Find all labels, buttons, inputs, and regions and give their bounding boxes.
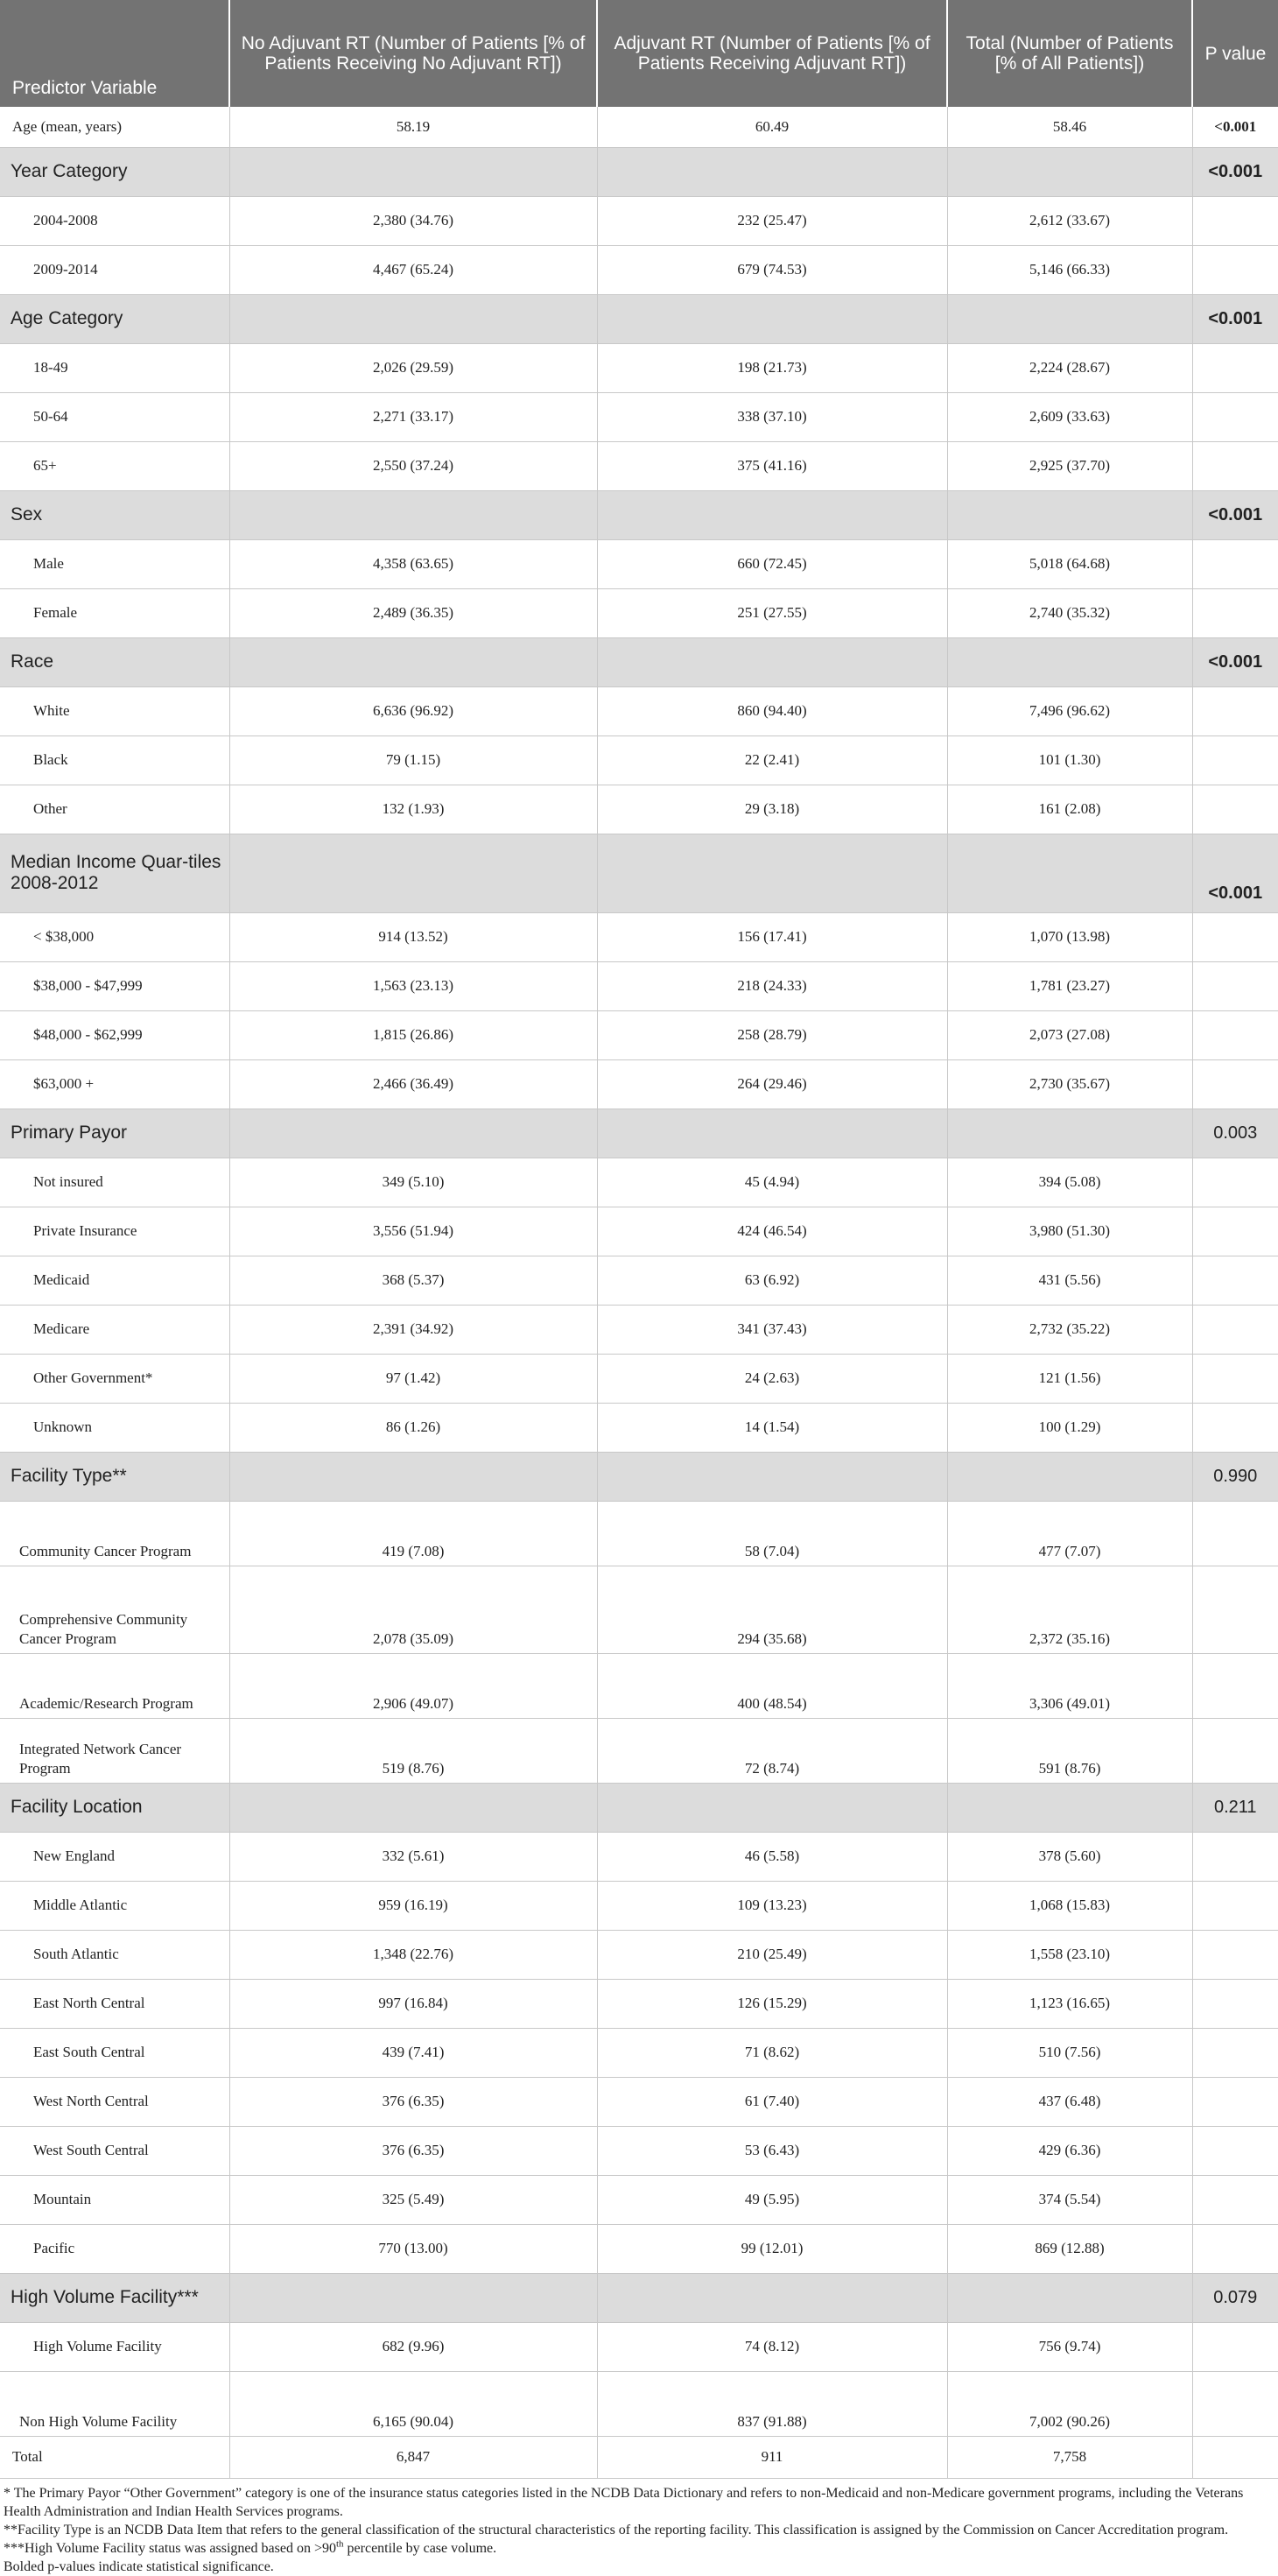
footnotes — [0, 2479, 1278, 2576]
footnote-high-volume — [4, 2539, 1274, 2558]
cell-total: 477 (7.07) — [947, 1501, 1192, 1566]
cell-no-adjuvant-rt: 519 (8.76) — [229, 1718, 597, 1783]
cell-adjuvant-rt: 72 (8.74) — [597, 1718, 947, 1783]
row-label: Unknown — [0, 1403, 229, 1452]
row-label: Facility Location — [0, 1783, 229, 1832]
table-row — [0, 1305, 1278, 1354]
cell-adjuvant-rt: 338 (37.10) — [597, 392, 947, 441]
cell-no-adjuvant-rt: 349 (5.10) — [229, 1158, 597, 1207]
empty-cell — [229, 834, 597, 912]
empty-cell — [947, 1109, 1192, 1158]
empty-cell — [229, 490, 597, 539]
table-row — [0, 1653, 1278, 1718]
cell-total: 101 (1.30) — [947, 735, 1192, 785]
table-row — [0, 1718, 1278, 1783]
row-label: 50-64 — [0, 392, 229, 441]
footnote-superscript: th — [335, 2538, 344, 2550]
cell-adjuvant-rt: 46 (5.58) — [597, 1832, 947, 1881]
cell-adjuvant-rt: 251 (27.55) — [597, 588, 947, 637]
empty-cell — [947, 834, 1192, 912]
cell-p-value: 0.990 — [1192, 1452, 1278, 1501]
table-row — [0, 2436, 1278, 2478]
table-row — [0, 107, 1278, 147]
cell-adjuvant-rt: 400 (48.54) — [597, 1653, 947, 1718]
cell-no-adjuvant-rt: 6,636 (96.92) — [229, 686, 597, 735]
table-row — [0, 2322, 1278, 2371]
table-row — [0, 1832, 1278, 1881]
header-total: Total (Number of Patients [% of All Patients]) — [947, 0, 1192, 107]
table-row — [0, 1256, 1278, 1305]
row-label: Year Category — [0, 147, 229, 196]
empty-cell — [947, 637, 1192, 686]
row-label: Private Insurance — [0, 1207, 229, 1256]
footnote-facility-type: **Facility Type is an NCDB Data Item that refers to the general classification of the structural characteristics of the reporting facility. This classification is assigned by the Commission on Cancer Accreditation program. — [4, 2522, 1229, 2537]
cell-total: 437 (6.48) — [947, 2077, 1192, 2126]
empty-cell — [597, 834, 947, 912]
empty-cell — [947, 2273, 1192, 2322]
cell-adjuvant-rt: 156 (17.41) — [597, 912, 947, 961]
cell-p-value: 0.079 — [1192, 2273, 1278, 2322]
row-label: Medicaid — [0, 1256, 229, 1305]
cell-adjuvant-rt: 860 (94.40) — [597, 686, 947, 735]
row-label: Medicare — [0, 1305, 229, 1354]
cell-no-adjuvant-rt: 997 (16.84) — [229, 1979, 597, 2028]
cell-total: 3,306 (49.01) — [947, 1653, 1192, 1718]
cell-total: 591 (8.76) — [947, 1718, 1192, 1783]
cell-adjuvant-rt: 911 — [597, 2436, 947, 2478]
row-label: High Volume Facility*** — [0, 2273, 229, 2322]
cell-p-value — [1192, 1207, 1278, 1256]
row-label: Other — [0, 785, 229, 834]
empty-cell — [597, 637, 947, 686]
row-label: East North Central — [0, 1979, 229, 2028]
cell-p-value: 0.003 — [1192, 1109, 1278, 1158]
empty-cell — [597, 1783, 947, 1832]
cell-no-adjuvant-rt: 682 (9.96) — [229, 2322, 597, 2371]
cell-total: 1,070 (13.98) — [947, 912, 1192, 961]
cell-adjuvant-rt: 71 (8.62) — [597, 2028, 947, 2077]
empty-cell — [947, 147, 1192, 196]
cell-total: 374 (5.54) — [947, 2175, 1192, 2224]
cell-adjuvant-rt: 837 (91.88) — [597, 2371, 947, 2436]
cell-adjuvant-rt: 45 (4.94) — [597, 1158, 947, 1207]
row-label: Female — [0, 588, 229, 637]
cell-p-value — [1192, 2371, 1278, 2436]
row-label: Male — [0, 539, 229, 588]
cell-p-value — [1192, 1256, 1278, 1305]
cell-adjuvant-rt: 53 (6.43) — [597, 2126, 947, 2175]
cell-p-value — [1192, 343, 1278, 392]
cell-p-value — [1192, 2436, 1278, 2478]
table-row — [0, 343, 1278, 392]
cell-total: 1,781 (23.27) — [947, 961, 1192, 1010]
cell-no-adjuvant-rt: 1,348 (22.76) — [229, 1930, 597, 1979]
cell-total: 2,740 (35.32) — [947, 588, 1192, 637]
row-label: Integrated Network Cancer Program — [0, 1718, 229, 1783]
table-row — [0, 1354, 1278, 1403]
cell-p-value: <0.001 — [1192, 490, 1278, 539]
cell-p-value: <0.001 — [1192, 107, 1278, 147]
table-row — [0, 2077, 1278, 2126]
table-row — [0, 392, 1278, 441]
cell-total: 7,496 (96.62) — [947, 686, 1192, 735]
cell-adjuvant-rt: 49 (5.95) — [597, 2175, 947, 2224]
cell-total: 378 (5.60) — [947, 1832, 1192, 1881]
cell-total: 121 (1.56) — [947, 1354, 1192, 1403]
row-label: West South Central — [0, 2126, 229, 2175]
row-label: Race — [0, 637, 229, 686]
cell-adjuvant-rt: 258 (28.79) — [597, 1010, 947, 1059]
table-row — [0, 961, 1278, 1010]
cell-total: 58.46 — [947, 107, 1192, 147]
cell-total: 1,558 (23.10) — [947, 1930, 1192, 1979]
cell-total: 2,372 (35.16) — [947, 1566, 1192, 1653]
empty-cell — [229, 294, 597, 343]
category-row — [0, 834, 1278, 912]
cell-no-adjuvant-rt: 2,026 (29.59) — [229, 343, 597, 392]
cell-no-adjuvant-rt: 1,815 (26.86) — [229, 1010, 597, 1059]
table-row — [0, 2028, 1278, 2077]
table-row — [0, 1930, 1278, 1979]
table-row — [0, 539, 1278, 588]
row-label: White — [0, 686, 229, 735]
row-label: West North Central — [0, 2077, 229, 2126]
cell-p-value — [1192, 735, 1278, 785]
cell-no-adjuvant-rt: 2,391 (34.92) — [229, 1305, 597, 1354]
category-row — [0, 1452, 1278, 1501]
cell-adjuvant-rt: 232 (25.47) — [597, 196, 947, 245]
footnote-other-government: * The Primary Payor “Other Government” category is one of the insurance status categories listed in the NCDB Data Dictionary and refers to non-Medicaid and non-Medicare government programs, including the Veterans Health Administration and Indian Health Services programs. — [4, 2485, 1244, 2519]
cell-adjuvant-rt: 264 (29.46) — [597, 1059, 947, 1109]
empty-cell — [947, 294, 1192, 343]
cell-adjuvant-rt: 660 (72.45) — [597, 539, 947, 588]
table-row — [0, 2126, 1278, 2175]
table-row — [0, 1403, 1278, 1452]
cell-p-value — [1192, 1566, 1278, 1653]
empty-cell — [947, 490, 1192, 539]
cell-no-adjuvant-rt: 97 (1.42) — [229, 1354, 597, 1403]
row-label: Not insured — [0, 1158, 229, 1207]
table-row — [0, 1059, 1278, 1109]
cell-p-value — [1192, 1158, 1278, 1207]
cell-no-adjuvant-rt: 325 (5.49) — [229, 2175, 597, 2224]
row-label: Median Income Quar-tiles 2008-2012 — [0, 834, 229, 912]
cell-no-adjuvant-rt: 2,078 (35.09) — [229, 1566, 597, 1653]
cell-total: 429 (6.36) — [947, 2126, 1192, 2175]
table-row — [0, 196, 1278, 245]
cell-no-adjuvant-rt: 2,380 (34.76) — [229, 196, 597, 245]
row-label: 65+ — [0, 441, 229, 490]
cell-adjuvant-rt: 60.49 — [597, 107, 947, 147]
cell-total: 2,925 (37.70) — [947, 441, 1192, 490]
cell-adjuvant-rt: 109 (13.23) — [597, 1881, 947, 1930]
row-label: Other Government* — [0, 1354, 229, 1403]
cell-no-adjuvant-rt: 2,550 (37.24) — [229, 441, 597, 490]
table-row — [0, 2224, 1278, 2273]
cell-p-value — [1192, 1354, 1278, 1403]
row-label: High Volume Facility — [0, 2322, 229, 2371]
cell-no-adjuvant-rt: 2,271 (33.17) — [229, 392, 597, 441]
table-row — [0, 1881, 1278, 1930]
cell-p-value — [1192, 392, 1278, 441]
cell-no-adjuvant-rt: 132 (1.93) — [229, 785, 597, 834]
row-label: Community Cancer Program — [0, 1501, 229, 1566]
cell-p-value: <0.001 — [1192, 637, 1278, 686]
cell-adjuvant-rt: 22 (2.41) — [597, 735, 947, 785]
cell-p-value: <0.001 — [1192, 834, 1278, 912]
category-row — [0, 490, 1278, 539]
row-label: Age Category — [0, 294, 229, 343]
cell-total: 394 (5.08) — [947, 1158, 1192, 1207]
cell-no-adjuvant-rt: 770 (13.00) — [229, 2224, 597, 2273]
cell-no-adjuvant-rt: 2,906 (49.07) — [229, 1653, 597, 1718]
cell-adjuvant-rt: 375 (41.16) — [597, 441, 947, 490]
footnote-bold-note: Bolded p-values indicate statistical significance. — [4, 2558, 274, 2574]
cell-p-value — [1192, 245, 1278, 294]
table-row — [0, 785, 1278, 834]
category-row — [0, 637, 1278, 686]
empty-cell — [229, 637, 597, 686]
empty-cell — [947, 1452, 1192, 1501]
footnote-high-volume-text: ***High Volume Facility status was assigned based on >90 — [4, 2540, 336, 2556]
row-label: 2009-2014 — [0, 245, 229, 294]
empty-cell — [597, 147, 947, 196]
cell-no-adjuvant-rt: 58.19 — [229, 107, 597, 147]
cell-p-value — [1192, 1881, 1278, 1930]
table-row — [0, 245, 1278, 294]
cell-p-value — [1192, 2077, 1278, 2126]
cell-total: 2,612 (33.67) — [947, 196, 1192, 245]
cell-adjuvant-rt: 58 (7.04) — [597, 1501, 947, 1566]
empty-cell — [597, 2273, 947, 2322]
cell-no-adjuvant-rt: 6,165 (90.04) — [229, 2371, 597, 2436]
cell-no-adjuvant-rt: 368 (5.37) — [229, 1256, 597, 1305]
cell-p-value — [1192, 441, 1278, 490]
row-label: Sex — [0, 490, 229, 539]
table-row — [0, 588, 1278, 637]
row-label: < $38,000 — [0, 912, 229, 961]
table-row — [0, 1207, 1278, 1256]
cell-no-adjuvant-rt: 3,556 (51.94) — [229, 1207, 597, 1256]
row-label: Non High Volume Facility — [0, 2371, 229, 2436]
cell-no-adjuvant-rt: 914 (13.52) — [229, 912, 597, 961]
cell-total: 2,609 (33.63) — [947, 392, 1192, 441]
empty-cell — [597, 490, 947, 539]
cell-no-adjuvant-rt: 1,563 (23.13) — [229, 961, 597, 1010]
cell-adjuvant-rt: 74 (8.12) — [597, 2322, 947, 2371]
cell-p-value — [1192, 2224, 1278, 2273]
cell-p-value — [1192, 1653, 1278, 1718]
cell-p-value — [1192, 1718, 1278, 1783]
row-label: $38,000 - $47,999 — [0, 961, 229, 1010]
cell-total: 2,730 (35.67) — [947, 1059, 1192, 1109]
empty-cell — [229, 147, 597, 196]
cell-total: 5,146 (66.33) — [947, 245, 1192, 294]
empty-cell — [597, 1452, 947, 1501]
table-body — [0, 107, 1278, 2478]
header-adjuvant-rt: Adjuvant RT (Number of Patients [% of Patients Receiving Adjuvant RT]) — [597, 0, 947, 107]
row-label: New England — [0, 1832, 229, 1881]
table-row — [0, 2371, 1278, 2436]
cell-adjuvant-rt: 341 (37.43) — [597, 1305, 947, 1354]
empty-cell — [229, 1452, 597, 1501]
category-row — [0, 1783, 1278, 1832]
empty-cell — [597, 294, 947, 343]
cell-adjuvant-rt: 126 (15.29) — [597, 1979, 947, 2028]
row-label: 2004-2008 — [0, 196, 229, 245]
cell-no-adjuvant-rt: 376 (6.35) — [229, 2077, 597, 2126]
cell-p-value — [1192, 785, 1278, 834]
cell-total: 2,224 (28.67) — [947, 343, 1192, 392]
row-label: Middle Atlantic — [0, 1881, 229, 1930]
cell-no-adjuvant-rt: 4,467 (65.24) — [229, 245, 597, 294]
row-label: $63,000 + — [0, 1059, 229, 1109]
row-label: Facility Type** — [0, 1452, 229, 1501]
table-row — [0, 1566, 1278, 1653]
cell-adjuvant-rt: 99 (12.01) — [597, 2224, 947, 2273]
header-no-adjuvant-rt: No Adjuvant RT (Number of Patients [% of Patients Receiving No Adjuvant RT]) — [229, 0, 597, 107]
cell-adjuvant-rt: 198 (21.73) — [597, 343, 947, 392]
cell-p-value — [1192, 961, 1278, 1010]
row-label: Black — [0, 735, 229, 785]
cell-p-value — [1192, 2322, 1278, 2371]
cell-no-adjuvant-rt: 79 (1.15) — [229, 735, 597, 785]
cell-total: 756 (9.74) — [947, 2322, 1192, 2371]
table-row — [0, 2175, 1278, 2224]
table-row — [0, 441, 1278, 490]
cell-no-adjuvant-rt: 332 (5.61) — [229, 1832, 597, 1881]
cell-total: 869 (12.88) — [947, 2224, 1192, 2273]
cell-p-value — [1192, 1059, 1278, 1109]
table-row — [0, 735, 1278, 785]
row-label: 18-49 — [0, 343, 229, 392]
cell-p-value — [1192, 912, 1278, 961]
table-row — [0, 1501, 1278, 1566]
row-label: East South Central — [0, 2028, 229, 2077]
cell-p-value — [1192, 1979, 1278, 2028]
cell-p-value: 0.211 — [1192, 1783, 1278, 1832]
empty-cell — [947, 1783, 1192, 1832]
cell-p-value — [1192, 2028, 1278, 2077]
header-row — [0, 0, 1278, 107]
cell-adjuvant-rt: 14 (1.54) — [597, 1403, 947, 1452]
cell-adjuvant-rt: 679 (74.53) — [597, 245, 947, 294]
category-row — [0, 294, 1278, 343]
cell-adjuvant-rt: 29 (3.18) — [597, 785, 947, 834]
row-label: Mountain — [0, 2175, 229, 2224]
table-row — [0, 1979, 1278, 2028]
cell-total: 161 (2.08) — [947, 785, 1192, 834]
category-row — [0, 1109, 1278, 1158]
category-row — [0, 147, 1278, 196]
cell-p-value — [1192, 539, 1278, 588]
cell-no-adjuvant-rt: 4,358 (63.65) — [229, 539, 597, 588]
cell-adjuvant-rt: 424 (46.54) — [597, 1207, 947, 1256]
cell-total: 2,732 (35.22) — [947, 1305, 1192, 1354]
row-label: $48,000 - $62,999 — [0, 1010, 229, 1059]
cell-p-value — [1192, 196, 1278, 245]
cell-p-value — [1192, 1501, 1278, 1566]
cell-p-value — [1192, 2175, 1278, 2224]
cell-p-value — [1192, 686, 1278, 735]
category-row — [0, 2273, 1278, 2322]
table-row — [0, 912, 1278, 961]
cell-total: 1,123 (16.65) — [947, 1979, 1192, 2028]
cell-p-value — [1192, 2126, 1278, 2175]
cell-total: 100 (1.29) — [947, 1403, 1192, 1452]
cell-total: 1,068 (15.83) — [947, 1881, 1192, 1930]
cell-p-value — [1192, 1010, 1278, 1059]
table-row — [0, 1010, 1278, 1059]
cell-no-adjuvant-rt: 6,847 — [229, 2436, 597, 2478]
cell-no-adjuvant-rt: 86 (1.26) — [229, 1403, 597, 1452]
cell-p-value — [1192, 1832, 1278, 1881]
cell-no-adjuvant-rt: 439 (7.41) — [229, 2028, 597, 2077]
cell-total: 2,073 (27.08) — [947, 1010, 1192, 1059]
cell-adjuvant-rt: 218 (24.33) — [597, 961, 947, 1010]
cell-no-adjuvant-rt: 959 (16.19) — [229, 1881, 597, 1930]
row-label: Pacific — [0, 2224, 229, 2273]
cell-total: 510 (7.56) — [947, 2028, 1192, 2077]
cell-total: 431 (5.56) — [947, 1256, 1192, 1305]
cell-p-value — [1192, 1305, 1278, 1354]
row-label: Primary Payor — [0, 1109, 229, 1158]
cell-total: 7,002 (90.26) — [947, 2371, 1192, 2436]
cell-adjuvant-rt: 63 (6.92) — [597, 1256, 947, 1305]
footnote-high-volume-text-end: percentile by case volume. — [343, 2540, 497, 2556]
empty-cell — [597, 1109, 947, 1158]
table-row — [0, 686, 1278, 735]
row-label: Comprehensive Community Cancer Program — [0, 1566, 229, 1653]
empty-cell — [229, 2273, 597, 2322]
table-row — [0, 1158, 1278, 1207]
cell-no-adjuvant-rt: 419 (7.08) — [229, 1501, 597, 1566]
cell-p-value — [1192, 1403, 1278, 1452]
cell-p-value: <0.001 — [1192, 294, 1278, 343]
cell-adjuvant-rt: 24 (2.63) — [597, 1354, 947, 1403]
cell-adjuvant-rt: 210 (25.49) — [597, 1930, 947, 1979]
cell-adjuvant-rt: 294 (35.68) — [597, 1566, 947, 1653]
cell-no-adjuvant-rt: 2,466 (36.49) — [229, 1059, 597, 1109]
cell-adjuvant-rt: 61 (7.40) — [597, 2077, 947, 2126]
cell-no-adjuvant-rt: 376 (6.35) — [229, 2126, 597, 2175]
row-label: South Atlantic — [0, 1930, 229, 1979]
empty-cell — [229, 1783, 597, 1832]
cell-total: 3,980 (51.30) — [947, 1207, 1192, 1256]
header-predictor: Predictor Variable — [0, 0, 229, 107]
cell-no-adjuvant-rt: 2,489 (36.35) — [229, 588, 597, 637]
cell-p-value — [1192, 1930, 1278, 1979]
cell-total: 5,018 (64.68) — [947, 539, 1192, 588]
row-label: Academic/Research Program — [0, 1653, 229, 1718]
cell-p-value — [1192, 588, 1278, 637]
cell-p-value: <0.001 — [1192, 147, 1278, 196]
cell-total: 7,758 — [947, 2436, 1192, 2478]
empty-cell — [229, 1109, 597, 1158]
header-p-value: P value — [1192, 0, 1278, 107]
row-label: Age (mean, years) — [0, 107, 229, 147]
row-label: Total — [0, 2436, 229, 2478]
